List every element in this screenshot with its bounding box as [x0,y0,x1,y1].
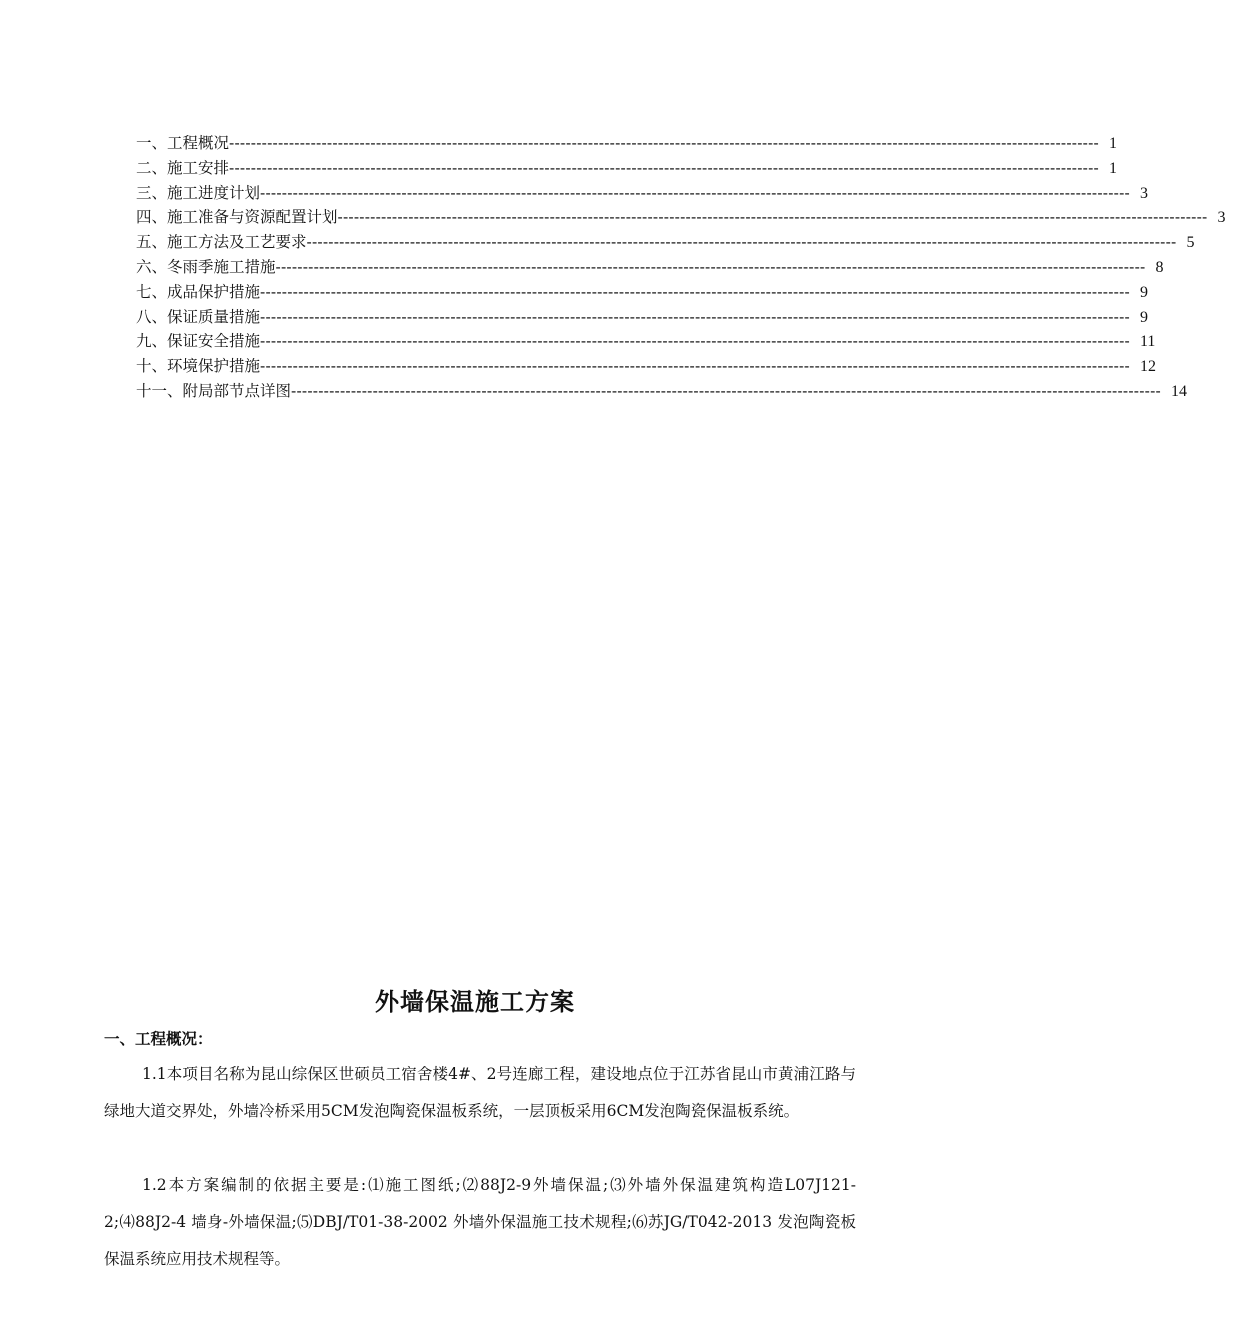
toc-entry[interactable] [136,205,1226,230]
table-of-contents [136,131,1226,404]
toc-entry-title: 二、施工安排 [136,158,230,177]
document-title: 外墙保温施工方案 [375,987,575,1016]
toc-leader-dashes: ---------------------------------------------------------------------------------------------------------------------------------------------------------------- [306,233,1177,252]
toc-entry-page: 9 [1139,283,1148,301]
body-paragraph: 1.1本项目名称为昆山综保区世硕员工宿舍楼4#、2号连廊工程，建设地点位于江苏省昆山市黄浦江路与绿地大道交界处，外墙冷桥采用5CM发泡陶瓷保温板系统，一层顶板采用6CM发泡陶瓷保温板系统。 [104,1065,856,1120]
toc-entry-page: 3 [1139,184,1148,202]
toc-entry-title: 四、施工准备与资源配置计划 [136,208,338,227]
toc-leader-dashes: ---------------------------------------------------------------------------------------------------------------------------------------------------------------- [229,134,1099,152]
toc-entry-title: 九、保证安全措施 [136,332,261,351]
toc-entry-title: 七、成品保护措施 [136,282,261,301]
toc-entry[interactable] [136,131,1117,156]
toc-entry-page: 8 [1155,258,1164,276]
toc-leader-dashes: ---------------------------------------------------------------------------------------------------------------------------------------------------------------- [291,381,1161,400]
toc-entry[interactable] [136,329,1156,354]
toc-leader-dashes: ---------------------------------------------------------------------------------------------------------------------------------------------------------------- [337,208,1208,227]
toc-entry[interactable] [136,354,1156,379]
toc-entry-title: 八、保证质量措施 [136,307,261,326]
toc-leader-dashes: ---------------------------------------------------------------------------------------------------------------------------------------------------------------- [260,332,1130,351]
toc-entry[interactable] [136,305,1148,330]
toc-entry[interactable] [136,379,1187,404]
toc-entry-page: 14 [1170,382,1187,400]
body-paragraph: 1.2本方案编制的依据主要是:⑴施工图纸;⑵88J2-9外墙保温;⑶外墙外保温建筑构造L07J121-2;⑷88J2-4 墙身-外墙保温;⑸DBJ/T01-38-2002 外墙外保温施工技术规程;⑹苏JG/T042-2013 发泡陶瓷板保温系统应用技术规程等。 [104,1176,856,1268]
toc-leader-dashes: ---------------------------------------------------------------------------------------------------------------------------------------------------------------- [260,183,1130,202]
toc-entry-page: 11 [1139,333,1156,351]
toc-leader-dashes: ---------------------------------------------------------------------------------------------------------------------------------------------------------------- [260,357,1130,376]
toc-leader-dashes: ---------------------------------------------------------------------------------------------------------------------------------------------------------------- [260,282,1130,301]
section-heading: 一、工程概况： [104,1029,213,1048]
toc-entry-page: 5 [1186,234,1195,252]
toc-entry-title: 十、环境保护措施 [136,357,261,376]
toc-entry-page: 3 [1217,209,1226,227]
toc-entry-page: 9 [1139,308,1148,326]
toc-entry-title: 一、工程概况 [136,134,230,152]
toc-entry-title: 六、冬雨季施工措施 [136,257,276,276]
toc-leader-dashes: ---------------------------------------------------------------------------------------------------------------------------------------------------------------- [275,257,1146,276]
toc-entry[interactable] [136,255,1164,280]
toc-leader-dashes: ---------------------------------------------------------------------------------------------------------------------------------------------------------------- [260,307,1130,326]
toc-entry-title: 五、施工方法及工艺要求 [136,233,307,252]
toc-entry-page: 1 [1108,135,1117,152]
toc-entry[interactable] [136,230,1195,255]
toc-entry-title: 十一、附局部节点详图 [136,381,292,400]
toc-entry-page: 1 [1108,159,1117,177]
toc-entry[interactable] [136,156,1117,181]
toc-entry-page: 12 [1139,358,1156,376]
toc-entry-title: 三、施工进度计划 [136,183,261,202]
toc-leader-dashes: ---------------------------------------------------------------------------------------------------------------------------------------------------------------- [229,158,1099,177]
toc-entry[interactable] [136,181,1148,206]
toc-entry[interactable] [136,280,1148,305]
